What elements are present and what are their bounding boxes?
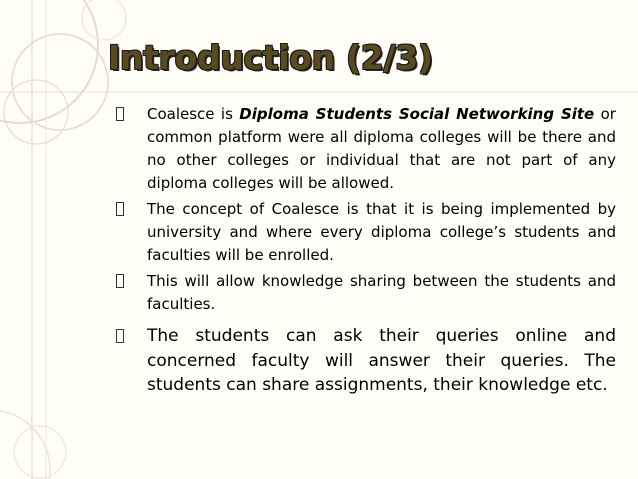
- bullet-1-emphasis: Diploma Students Social Networking Site: [239, 105, 595, 123]
- bullet-1-text-before: Coalesce is: [147, 105, 240, 123]
- slide-title: Introduction (2/3): [108, 38, 433, 77]
- hollow-square-bullet-icon: [116, 202, 124, 216]
- bullet-item-3: [116, 270, 616, 316]
- hollow-square-bullet-icon: [116, 274, 124, 288]
- hollow-square-bullet-icon: [116, 329, 124, 343]
- bullet-item-1: [116, 103, 616, 195]
- hollow-square-bullet-icon: [116, 107, 124, 121]
- bullet-4-text: The students can ask their queries online and concerned faculty will answer their queries. The students can share assignments, their knowledge etc.: [147, 326, 616, 395]
- decor-circle-large: [0, 0, 98, 123]
- bullet-list: [116, 103, 616, 401]
- decor-circle-bottom-large: [0, 410, 50, 479]
- decor-circle-bottom-small: [14, 426, 66, 478]
- bullet-item-4: [116, 324, 616, 398]
- bullet-2-text: The concept of Coalesce is that it is being implemented by university and where every diploma college’s students and faculties will be enrolled.: [147, 200, 616, 264]
- bullet-3-text: This will allow knowledge sharing between the students and faculties.: [147, 272, 616, 313]
- bullet-item-2: [116, 198, 616, 267]
- bullet-1-text-after: or common platform were all diploma colleges will be there and no other colleges or individual that are not part of any diploma colleges will be allowed.: [147, 105, 616, 192]
